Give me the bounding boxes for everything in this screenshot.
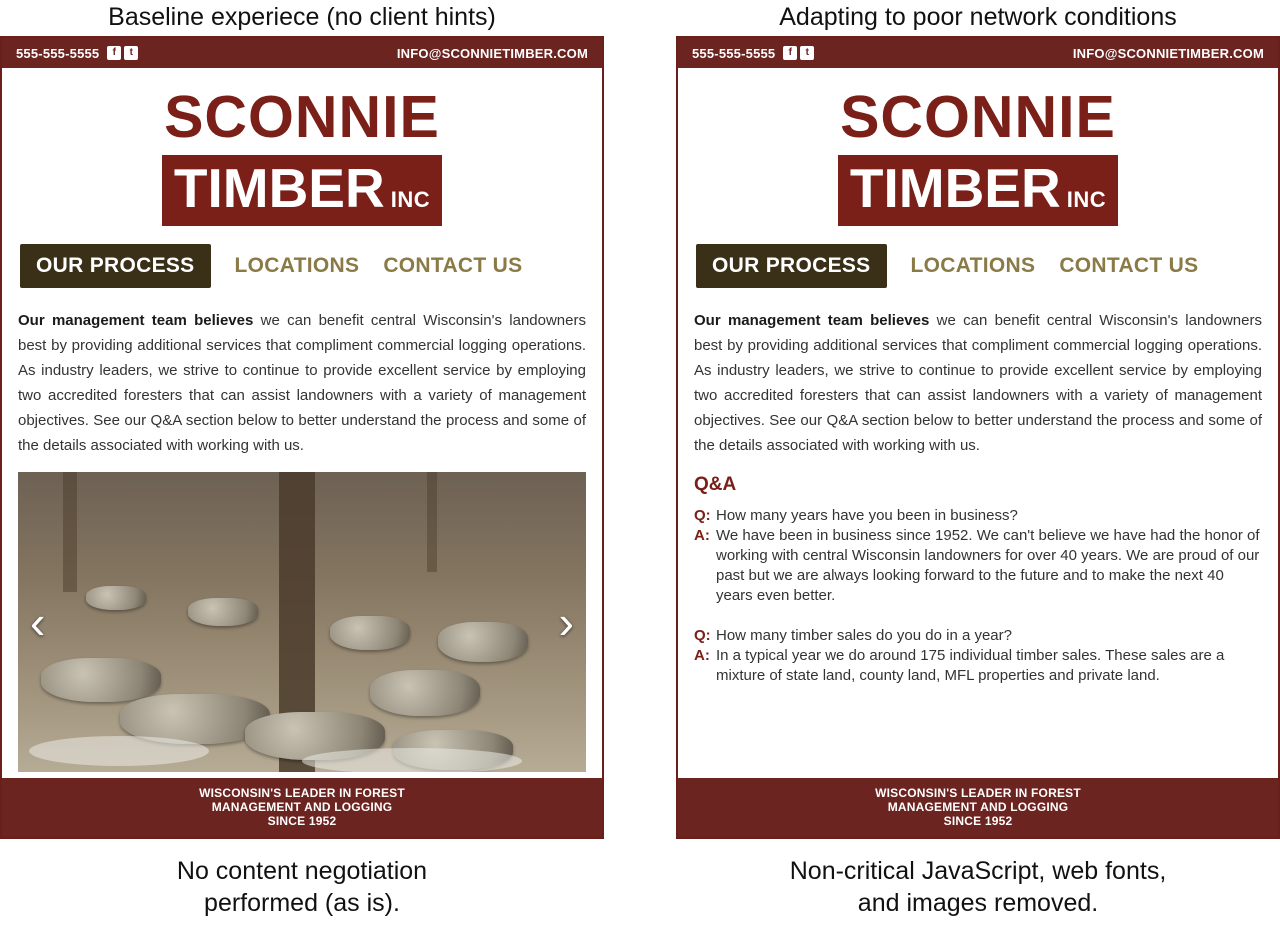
answer-text: In a typical year we do around 175 individual timber sales. These sales are a mixture of state land, county land, MFL properties and private land.: [716, 647, 1225, 684]
site-topbar: [678, 38, 1278, 68]
email-address[interactable]: INFO@SCONNIETIMBER.COM: [396, 45, 588, 61]
qa-item: [678, 620, 1278, 686]
chevron-left-icon[interactable]: ‹: [30, 596, 46, 648]
qa-item: [678, 500, 1278, 606]
answer-text: We have been in business since 1952. We can't believe we have had the honor of working with central Wisconsin landowners for over 40 years. We are proud of our past but we are always looking forward to the future and to make the next 40 years even better.: [716, 527, 1260, 604]
logo-line-timber: [162, 155, 442, 226]
caption-bottom-line-2: performed (as is).: [204, 889, 400, 917]
caption-bottom-line-1: Non-critical JavaScript, web fonts,: [789, 857, 1167, 885]
browser-frame-baseline: [0, 36, 604, 839]
facebook-icon[interactable]: f: [107, 46, 121, 60]
phone-number: 555-555-5555: [16, 45, 100, 61]
website-preview-baseline: [0, 36, 604, 839]
intro-lead: Our management team believes: [694, 312, 930, 329]
intro-paragraph: [678, 300, 1278, 458]
qa-spacer: [678, 606, 1278, 620]
qa-question-row: [694, 626, 1262, 646]
site-footer: [2, 778, 602, 837]
footer-line-2: MANAGEMENT AND LOGGING: [887, 800, 1069, 814]
panel-caption-bottom: [0, 839, 604, 919]
question-tag: Q:: [694, 627, 711, 644]
chevron-right-icon[interactable]: ›: [558, 596, 574, 648]
logo-inc-text: INC: [1066, 187, 1107, 212]
nav-item-contact-us[interactable]: CONTACT US: [1059, 254, 1199, 277]
footer-line-1: WISCONSIN'S LEADER IN FOREST: [199, 786, 405, 800]
intro-lead: Our management team believes: [18, 312, 254, 329]
intro-body: we can benefit central Wisconsin's landowners best by providing additional services that compliment commercial logging operations. As industry leaders, we strive to continue to provide excellent service by employing two accredited foresters that can assist landowners with a variety of management objectives. See our Q&A section below to better understand the process and some of the details associated with working with us.: [18, 312, 586, 454]
qa-heading: Q&A: [694, 474, 737, 495]
qa-question-row: [694, 506, 1262, 526]
answer-tag: A:: [694, 527, 710, 544]
nav-item-our-process[interactable]: OUR PROCESS: [696, 244, 887, 288]
panel-caption-top: Adapting to poor network conditions: [779, 3, 1177, 31]
footer-line-3: SINCE 1952: [267, 814, 337, 828]
footer-line-3: SINCE 1952: [943, 814, 1013, 828]
footer-line-1: WISCONSIN'S LEADER IN FOREST: [875, 786, 1081, 800]
nav-item-locations[interactable]: LOCATIONS: [234, 254, 360, 277]
question-text: How many years have you been in business?: [716, 507, 1018, 524]
answer-tag: A:: [694, 647, 710, 664]
nav-item-our-process[interactable]: OUR PROCESS: [20, 244, 211, 288]
panel-caption-bottom: [676, 839, 1280, 919]
intro-body: we can benefit central Wisconsin's landowners best by providing additional services that compliment commercial logging operations. As industry leaders, we strive to continue to provide excellent service by employing two accredited foresters that can assist landowners with a variety of management objectives. See our Q&A section below to better understand the process and some of the details associated with working with us.: [694, 312, 1262, 454]
qa-answer-row: [694, 526, 1262, 606]
question-text: How many timber sales do you do in a year?: [716, 627, 1012, 644]
panel-adapted: [676, 0, 1280, 926]
logo-line-sconnie: SCONNIE: [164, 84, 440, 150]
browser-frame-adapted: [676, 36, 1280, 839]
website-preview-adapted: [676, 36, 1280, 839]
social-links: [783, 46, 814, 60]
site-logo: [678, 68, 1278, 226]
logo-inc-text: INC: [390, 187, 431, 212]
footer-line-2: MANAGEMENT AND LOGGING: [211, 800, 393, 814]
phone-number: 555-555-5555: [692, 45, 776, 61]
facebook-icon[interactable]: f: [783, 46, 797, 60]
nav-item-contact-us[interactable]: CONTACT US: [383, 254, 523, 277]
caption-bottom-line-1: No content negotiation: [176, 857, 428, 885]
site-footer: [678, 778, 1278, 837]
email-address[interactable]: INFO@SCONNIETIMBER.COM: [1072, 45, 1264, 61]
logo-line-sconnie: SCONNIE: [840, 84, 1116, 150]
logo-line-timber: [838, 155, 1118, 226]
caption-bottom-line-2: and images removed.: [857, 889, 1099, 917]
question-tag: Q:: [694, 507, 711, 524]
twitter-icon[interactable]: t: [124, 46, 138, 60]
social-links: [107, 46, 138, 60]
twitter-icon[interactable]: t: [800, 46, 814, 60]
logo-timber-text: TIMBER: [173, 157, 385, 219]
site-logo: [2, 68, 602, 226]
hero-carousel-image: [18, 472, 586, 772]
logo-timber-text: TIMBER: [849, 157, 1061, 219]
site-topbar: [2, 38, 602, 68]
main-nav: [678, 226, 1278, 300]
panel-caption-top: Baseline experiece (no client hints): [108, 3, 496, 31]
nav-item-locations[interactable]: LOCATIONS: [910, 254, 1036, 277]
panel-baseline: [0, 0, 604, 926]
intro-paragraph: [2, 300, 602, 458]
qa-answer-row: [694, 646, 1262, 686]
main-nav: [2, 226, 602, 300]
